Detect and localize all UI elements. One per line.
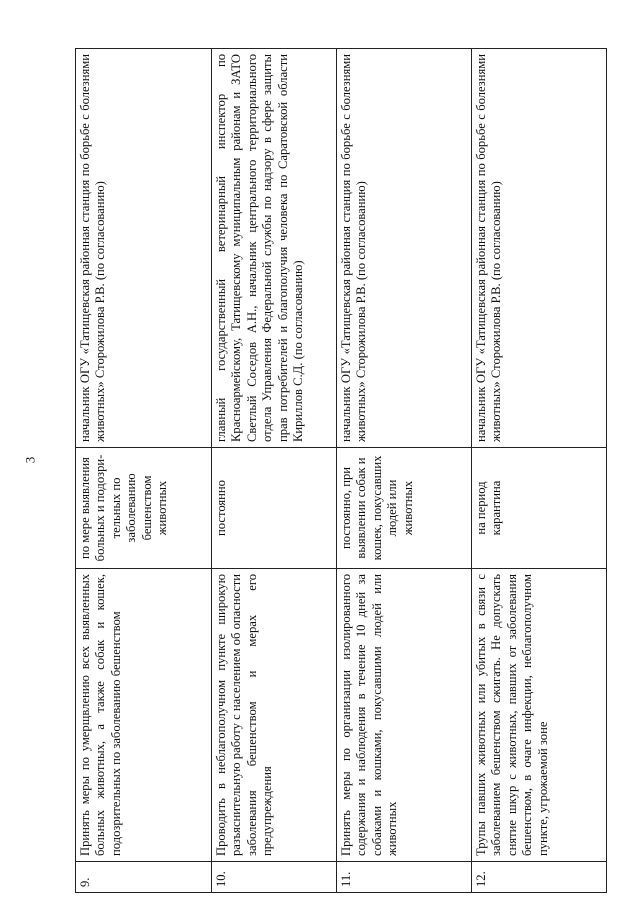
row-number: 11. <box>337 862 472 893</box>
rotated-table-container <box>75 49 606 893</box>
action-cell: Принять меры по организации изолированного содержания и наблюдения в течение 10 дней за собаками и кошками, покусавшими людей или животных <box>337 569 472 862</box>
row-number: 10. <box>212 862 337 893</box>
row-number: 12. <box>472 862 607 893</box>
responsible-cell: начальник ОГУ «Татищевская районная станция по борьбе с болезнями животных» Сторожилова Р.В. (по согласованию) <box>76 49 212 448</box>
page-number: 3 <box>22 456 38 464</box>
table-row <box>337 49 472 893</box>
action-cell: Проводить в неблагополучном пункте широкую разъяснительную работу с населением об опасности заболевания бешенством и мерах его предупреждения <box>212 569 337 862</box>
term-cell: по мере выявления больных и подозри-тельных по заболеванию бешенством животных <box>76 448 212 569</box>
action-cell: Трупы павших животных или убитых в связи с заболеванием бешенством сжигать. Не допускать снятие шкур с животных, павших от заболевания бешенством, в очаге инфекции, неблагополучном пункте, угрожаемой зоне <box>472 569 607 862</box>
term-cell: постоянно <box>212 448 337 569</box>
table-row <box>76 49 212 893</box>
responsible-cell: начальник ОГУ «Татищевская районная станция по борьбе с болезнями животных» Сторожилова Р.В. (по согласованию) <box>472 49 607 448</box>
responsible-cell: главный государственный ветеринарный инспектор по Красноармейскому, Татищевскому муниципальным районам и ЗАТО Светлый Соседов А.Н., начальник центрального территориального отдела Управления Федеральной службы по надзору в сфере защиты прав потребителей и благополучия человека по Саратовской области Кириллов С.Д. (по согласованию) <box>212 49 337 448</box>
term-cell: на период карантина <box>472 448 607 569</box>
responsible-cell: начальник ОГУ «Татищевская районная станция по борьбе с болезнями животных» Сторожилова Р.В. (по согласованию) <box>337 49 472 448</box>
action-cell: Принять меры по умерщвлению всех выявленных больных животных, а также собак и кошек, подозрительных по заболеванию бешенством <box>76 569 212 862</box>
table-row <box>212 49 337 893</box>
term-cell: постоянно, при выявлении собак и кошек, покусавших людей или животных <box>337 448 472 569</box>
table-row <box>472 49 607 893</box>
measures-table <box>75 48 607 893</box>
row-number: 9. <box>76 862 212 893</box>
